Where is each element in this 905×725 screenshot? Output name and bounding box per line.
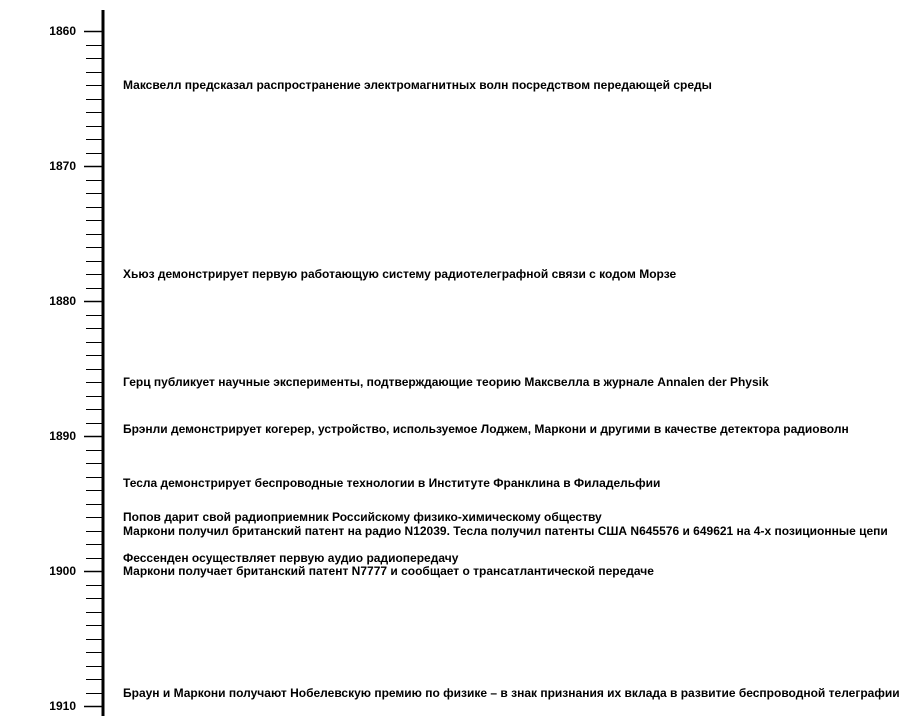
year-label-1890: 1890 [49,429,76,443]
event-7: Фессенден осуществляет первую аудио радиопередачу [123,550,459,565]
event-3: Брэнли демонстрирует когерер, устройство, используемое Лоджем, Маркони и другими в качестве детектора радиоволн [123,422,849,437]
year-label-1910: 1910 [49,699,76,713]
year-label-1900: 1900 [49,564,76,578]
year-label-1880: 1880 [49,294,76,308]
event-2: Герц публикует научные эксперименты, подтверждающие теорию Максвелла в журнале Annalen der Physik [123,375,769,389]
event-5: Попов дарит свой радиоприемник Российскому физико-химическому обществу [123,510,602,524]
year-label-1860: 1860 [49,24,76,38]
event-1: Хьюз демонстрирует первую работающую систему радиотелеграфной связи с кодом Морзе [123,267,677,281]
event-9: Браун и Маркони получают Нобелевскую премию по физике – в знак признания их вклада в развитие беспроводной телеграфии [123,685,900,700]
event-0: Максвелл предсказал распространение электромагнитных волн посредством передающей среды [123,78,712,92]
year-label-1870: 1870 [49,159,76,173]
event-8: Маркони получает британский патент N7777 и сообщает о трансатлантической передаче [123,564,654,578]
event-6: Маркони получил британский патент на радио N12039. Тесла получил патенты США N645576 и 649621 на 4-х позиционные цепи [123,523,888,538]
event-4: Тесла демонстрирует беспроводные технологии в Институте Франклина в Филадельфии [123,476,661,491]
